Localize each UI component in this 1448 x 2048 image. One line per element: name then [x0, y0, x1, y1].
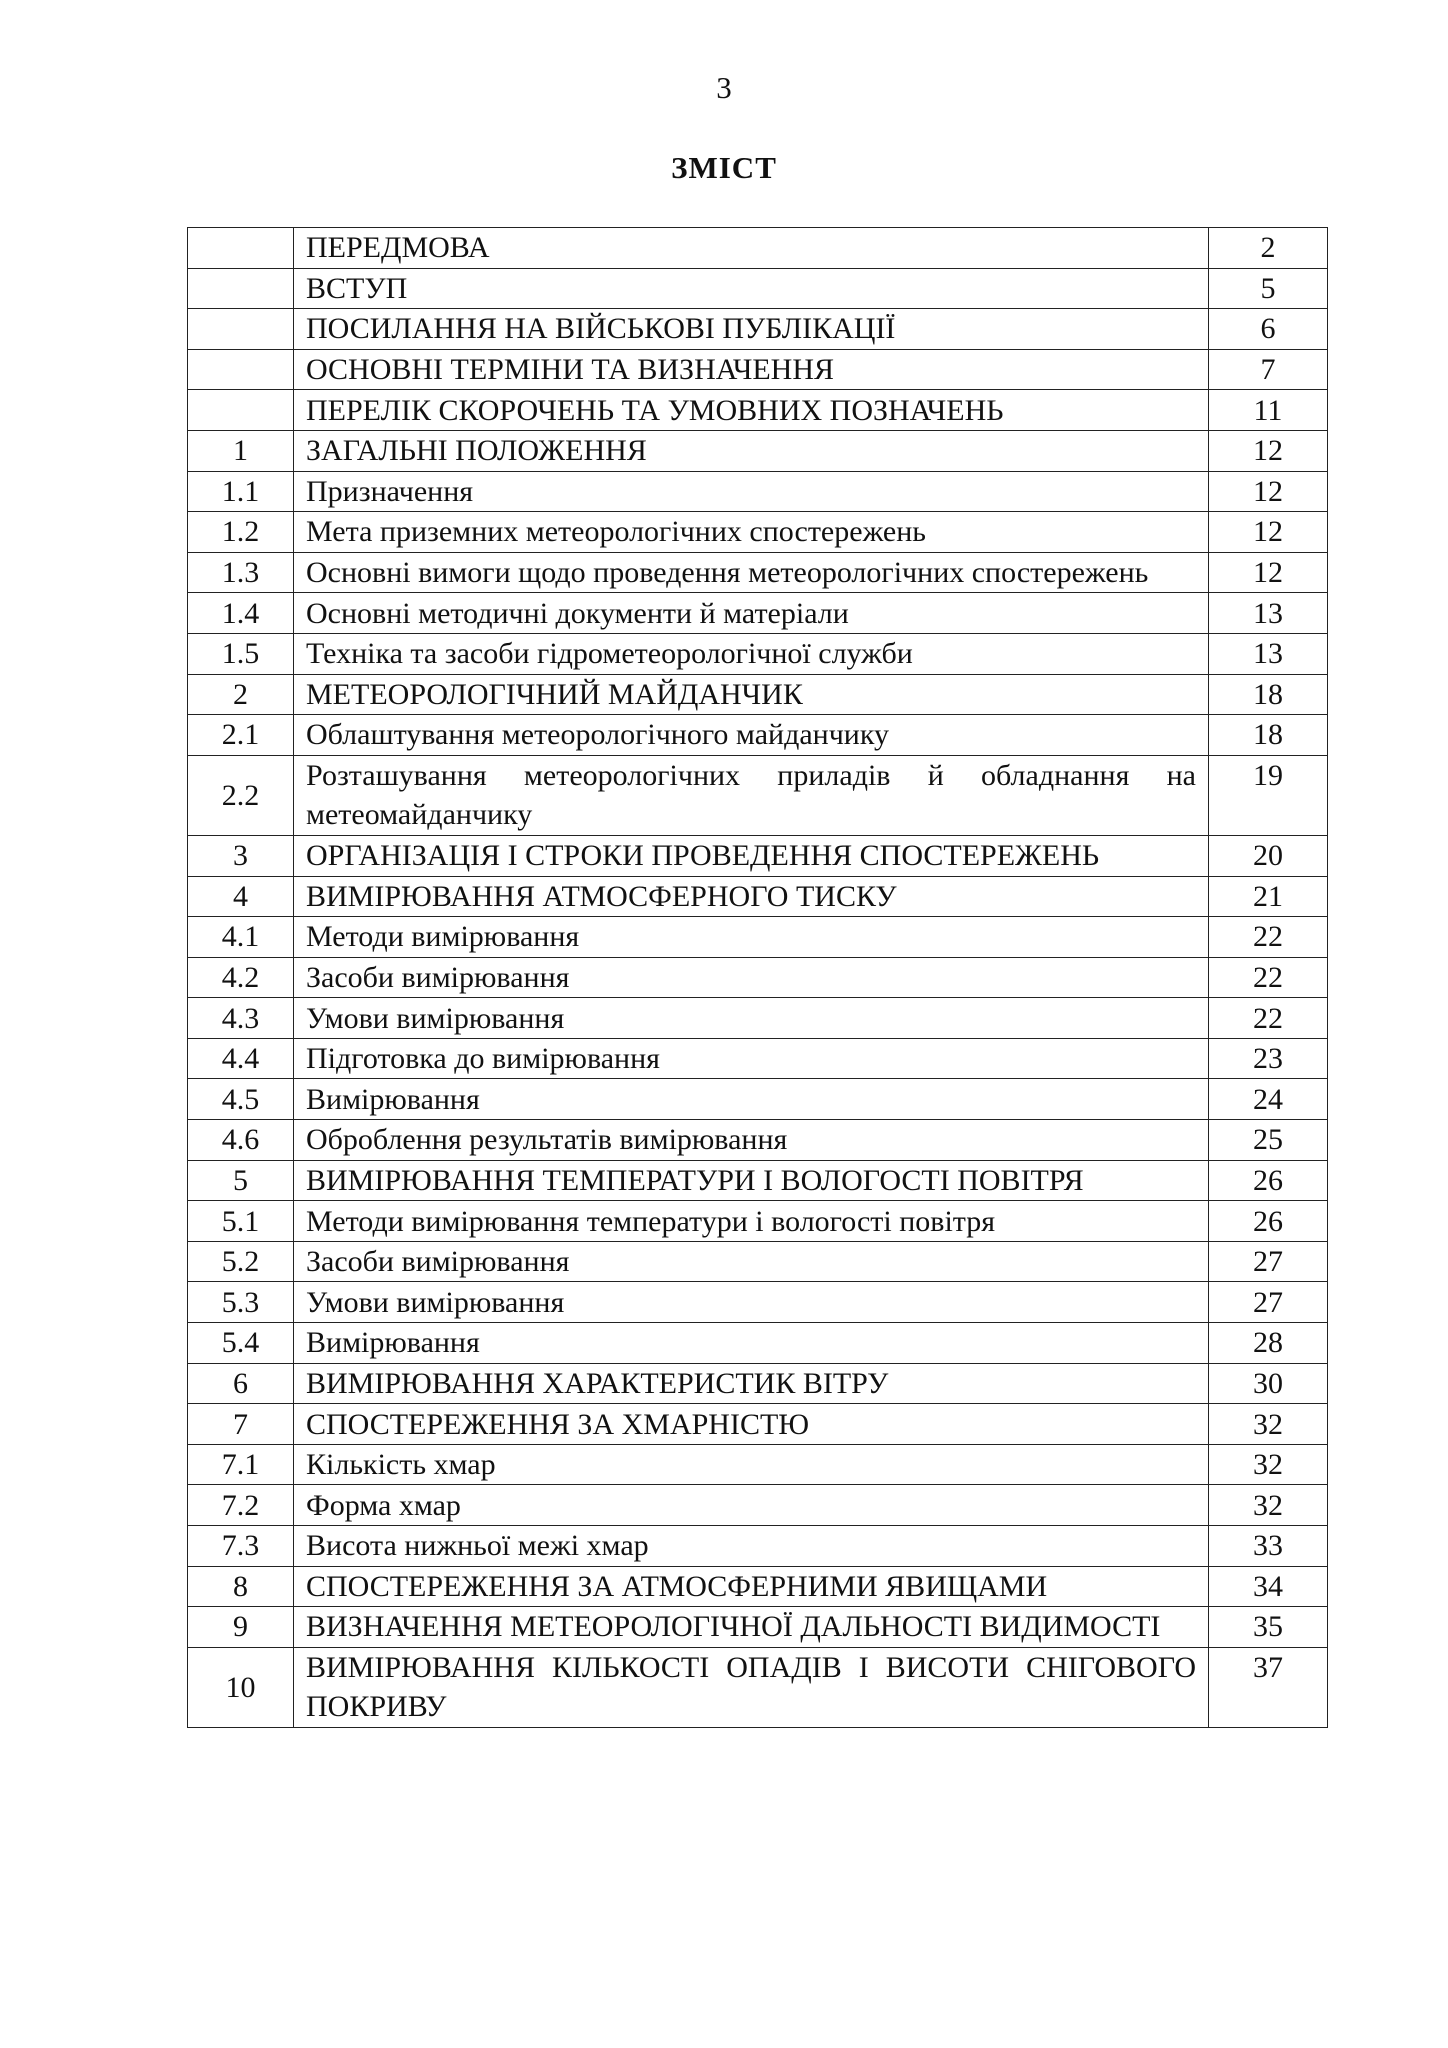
- toc-row-number: 4.6: [188, 1120, 294, 1161]
- toc-row-page: 2: [1209, 228, 1328, 269]
- toc-row-title: Оброблення результатів вимірювання: [294, 1120, 1209, 1161]
- toc-row-page: 12: [1209, 430, 1328, 471]
- toc-row-number: 5: [188, 1160, 294, 1201]
- toc-row: [188, 1038, 1328, 1079]
- toc-row-number: 7.1: [188, 1444, 294, 1485]
- toc-row-number: 2.1: [188, 715, 294, 756]
- toc-row: [188, 430, 1328, 471]
- toc-row-title: ОСНОВНІ ТЕРМІНИ ТА ВИЗНАЧЕННЯ: [294, 349, 1209, 390]
- toc-row: [188, 1444, 1328, 1485]
- toc-row-number: 4.3: [188, 998, 294, 1039]
- toc-row-number: 1.4: [188, 593, 294, 634]
- toc-row: [188, 1647, 1328, 1727]
- toc-row-title: Методи вимірювання: [294, 917, 1209, 958]
- toc-row-number: [188, 349, 294, 390]
- toc-row: [188, 998, 1328, 1039]
- toc-row-page: 18: [1209, 715, 1328, 756]
- toc-row-page: 13: [1209, 633, 1328, 674]
- toc-row-page: 26: [1209, 1160, 1328, 1201]
- toc-row-page: 25: [1209, 1120, 1328, 1161]
- toc-row-number: 4.4: [188, 1038, 294, 1079]
- toc-row: [188, 1526, 1328, 1567]
- toc-row-page: 30: [1209, 1363, 1328, 1404]
- toc-row-page: 22: [1209, 957, 1328, 998]
- toc-row-number: 2: [188, 674, 294, 715]
- toc-row-title: ВИМІРЮВАННЯ ХАРАКТЕРИСТИК ВІТРУ: [294, 1363, 1209, 1404]
- toc-row-title: Умови вимірювання: [294, 998, 1209, 1039]
- toc-row-title: ВИМІРЮВАННЯ ТЕМПЕРАТУРИ І ВОЛОГОСТІ ПОВІТРЯ: [294, 1160, 1209, 1201]
- toc-row-number: 1.5: [188, 633, 294, 674]
- toc-row-number: 4: [188, 876, 294, 917]
- toc-row-page: 12: [1209, 552, 1328, 593]
- toc-row-page: 7: [1209, 349, 1328, 390]
- toc-row-title: ВИЗНАЧЕННЯ МЕТЕОРОЛОГІЧНОЇ ДАЛЬНОСТІ ВИДИМОСТІ: [294, 1607, 1209, 1648]
- toc-row-page: 12: [1209, 512, 1328, 553]
- toc-row-title: Розташування метеорологічних приладів й обладнання на метеомайданчику: [294, 755, 1209, 835]
- toc-row-page: 27: [1209, 1282, 1328, 1323]
- toc-row-title: Основні вимоги щодо проведення метеорологічних спостережень: [294, 552, 1209, 593]
- toc-row-page: 24: [1209, 1079, 1328, 1120]
- toc-row: [188, 593, 1328, 634]
- toc-row-page: 32: [1209, 1404, 1328, 1445]
- toc-row-title: ВСТУП: [294, 268, 1209, 309]
- toc-row: [188, 957, 1328, 998]
- toc-row-page: 32: [1209, 1444, 1328, 1485]
- toc-row-page: 34: [1209, 1566, 1328, 1607]
- toc-row: [188, 1160, 1328, 1201]
- toc-row-page: 21: [1209, 876, 1328, 917]
- toc-row-page: 18: [1209, 674, 1328, 715]
- toc-row-title: Засоби вимірювання: [294, 957, 1209, 998]
- toc-row-title: ПОСИЛАННЯ НА ВІЙСЬКОВІ ПУБЛІКАЦІЇ: [294, 309, 1209, 350]
- toc-row-number: 3: [188, 835, 294, 876]
- toc-row-number: 10: [188, 1647, 294, 1727]
- toc-row-number: 5.1: [188, 1201, 294, 1242]
- toc-row: [188, 552, 1328, 593]
- toc-row-page: 22: [1209, 998, 1328, 1039]
- toc-row-number: [188, 309, 294, 350]
- toc-row-page: 37: [1209, 1647, 1328, 1727]
- toc-row: [188, 1363, 1328, 1404]
- toc-row: [188, 309, 1328, 350]
- toc-row-number: 4.1: [188, 917, 294, 958]
- toc-row: [188, 1607, 1328, 1648]
- toc-row-number: 2.2: [188, 755, 294, 835]
- toc-row: [188, 917, 1328, 958]
- toc-row-title: Умови вимірювання: [294, 1282, 1209, 1323]
- toc-row-number: [188, 268, 294, 309]
- toc-row-page: 23: [1209, 1038, 1328, 1079]
- toc-row: [188, 715, 1328, 756]
- toc-row-page: 19: [1209, 755, 1328, 835]
- toc-row-page: 5: [1209, 268, 1328, 309]
- toc-row: [188, 512, 1328, 553]
- toc-row-page: 33: [1209, 1526, 1328, 1567]
- toc-row: [188, 674, 1328, 715]
- toc-row-page: 22: [1209, 917, 1328, 958]
- toc-row-title: ЗАГАЛЬНІ ПОЛОЖЕННЯ: [294, 430, 1209, 471]
- table-of-contents: [187, 227, 1328, 1728]
- toc-row-number: [188, 228, 294, 269]
- toc-row-title: Вимірювання: [294, 1323, 1209, 1364]
- toc-row-title: СПОСТЕРЕЖЕННЯ ЗА ХМАРНІСТЮ: [294, 1404, 1209, 1445]
- toc-body: [188, 228, 1328, 1728]
- toc-row: [188, 390, 1328, 431]
- toc-row-title: МЕТЕОРОЛОГІЧНИЙ МАЙДАНЧИК: [294, 674, 1209, 715]
- toc-row: [188, 755, 1328, 835]
- toc-row-title: Призначення: [294, 471, 1209, 512]
- toc-row-number: 8: [188, 1566, 294, 1607]
- toc-row-page: 13: [1209, 593, 1328, 634]
- toc-row: [188, 1079, 1328, 1120]
- toc-row-number: 1.2: [188, 512, 294, 553]
- toc-row: [188, 1566, 1328, 1607]
- toc-row: [188, 1282, 1328, 1323]
- toc-row-page: 28: [1209, 1323, 1328, 1364]
- toc-row: [188, 1120, 1328, 1161]
- page-number: 3: [716, 70, 732, 105]
- toc-row-title: Форма хмар: [294, 1485, 1209, 1526]
- toc-row-page: 32: [1209, 1485, 1328, 1526]
- toc-row: [188, 228, 1328, 269]
- toc-row-number: 7.3: [188, 1526, 294, 1567]
- toc-row-page: 26: [1209, 1201, 1328, 1242]
- toc-row-title: Основні методичні документи й матеріали: [294, 593, 1209, 634]
- toc-row: [188, 1323, 1328, 1364]
- toc-row-number: [188, 390, 294, 431]
- toc-row: [188, 876, 1328, 917]
- toc-row-title: Засоби вимірювання: [294, 1241, 1209, 1282]
- toc-row-number: 6: [188, 1363, 294, 1404]
- toc-row-title: ВИМІРЮВАННЯ АТМОСФЕРНОГО ТИСКУ: [294, 876, 1209, 917]
- toc-row-number: 7.2: [188, 1485, 294, 1526]
- toc-row-title: Вимірювання: [294, 1079, 1209, 1120]
- toc-row-number: 5.3: [188, 1282, 294, 1323]
- toc-row-title: СПОСТЕРЕЖЕННЯ ЗА АТМОСФЕРНИМИ ЯВИЩАМИ: [294, 1566, 1209, 1607]
- toc-row-page: 11: [1209, 390, 1328, 431]
- toc-row: [188, 1485, 1328, 1526]
- toc-row-number: 4.2: [188, 957, 294, 998]
- toc-row-title: Кількість хмар: [294, 1444, 1209, 1485]
- toc-row-page: 12: [1209, 471, 1328, 512]
- toc-row-number: 1.1: [188, 471, 294, 512]
- toc-row-title: ПЕРЕДМОВА: [294, 228, 1209, 269]
- toc-row-page: 35: [1209, 1607, 1328, 1648]
- toc-row-title: Облаштування метеорологічного майданчику: [294, 715, 1209, 756]
- toc-row: [188, 1241, 1328, 1282]
- toc-row-number: 4.5: [188, 1079, 294, 1120]
- toc-row-title: ОРГАНІЗАЦІЯ І СТРОКИ ПРОВЕДЕННЯ СПОСТЕРЕЖЕНЬ: [294, 835, 1209, 876]
- page-title: ЗМІСТ: [671, 150, 777, 185]
- toc-row: [188, 1404, 1328, 1445]
- toc-row-title: ПЕРЕЛІК СКОРОЧЕНЬ ТА УМОВНИХ ПОЗНАЧЕНЬ: [294, 390, 1209, 431]
- toc-row-number: 1: [188, 430, 294, 471]
- toc-row-title: Техніка та засоби гідрометеорологічної служби: [294, 633, 1209, 674]
- toc-row-number: 9: [188, 1607, 294, 1648]
- toc-row-number: 5.4: [188, 1323, 294, 1364]
- toc-row-title: ВИМІРЮВАННЯ КІЛЬКОСТІ ОПАДІВ І ВИСОТИ СНІГОВОГО ПОКРИВУ: [294, 1647, 1209, 1727]
- toc-row-number: 1.3: [188, 552, 294, 593]
- toc-row-page: 20: [1209, 835, 1328, 876]
- toc-row-title: Підготовка до вимірювання: [294, 1038, 1209, 1079]
- toc-row: [188, 1201, 1328, 1242]
- toc-row: [188, 268, 1328, 309]
- toc-row: [188, 633, 1328, 674]
- toc-row-title: Методи вимірювання температури і вологості повітря: [294, 1201, 1209, 1242]
- toc-row-page: 27: [1209, 1241, 1328, 1282]
- toc-row-number: 7: [188, 1404, 294, 1445]
- toc-row: [188, 349, 1328, 390]
- toc-row: [188, 835, 1328, 876]
- toc-row-title: Висота нижньої межі хмар: [294, 1526, 1209, 1567]
- toc-row: [188, 471, 1328, 512]
- toc-row-page: 6: [1209, 309, 1328, 350]
- toc-row-number: 5.2: [188, 1241, 294, 1282]
- toc-row-title: Мета приземних метеорологічних спостережень: [294, 512, 1209, 553]
